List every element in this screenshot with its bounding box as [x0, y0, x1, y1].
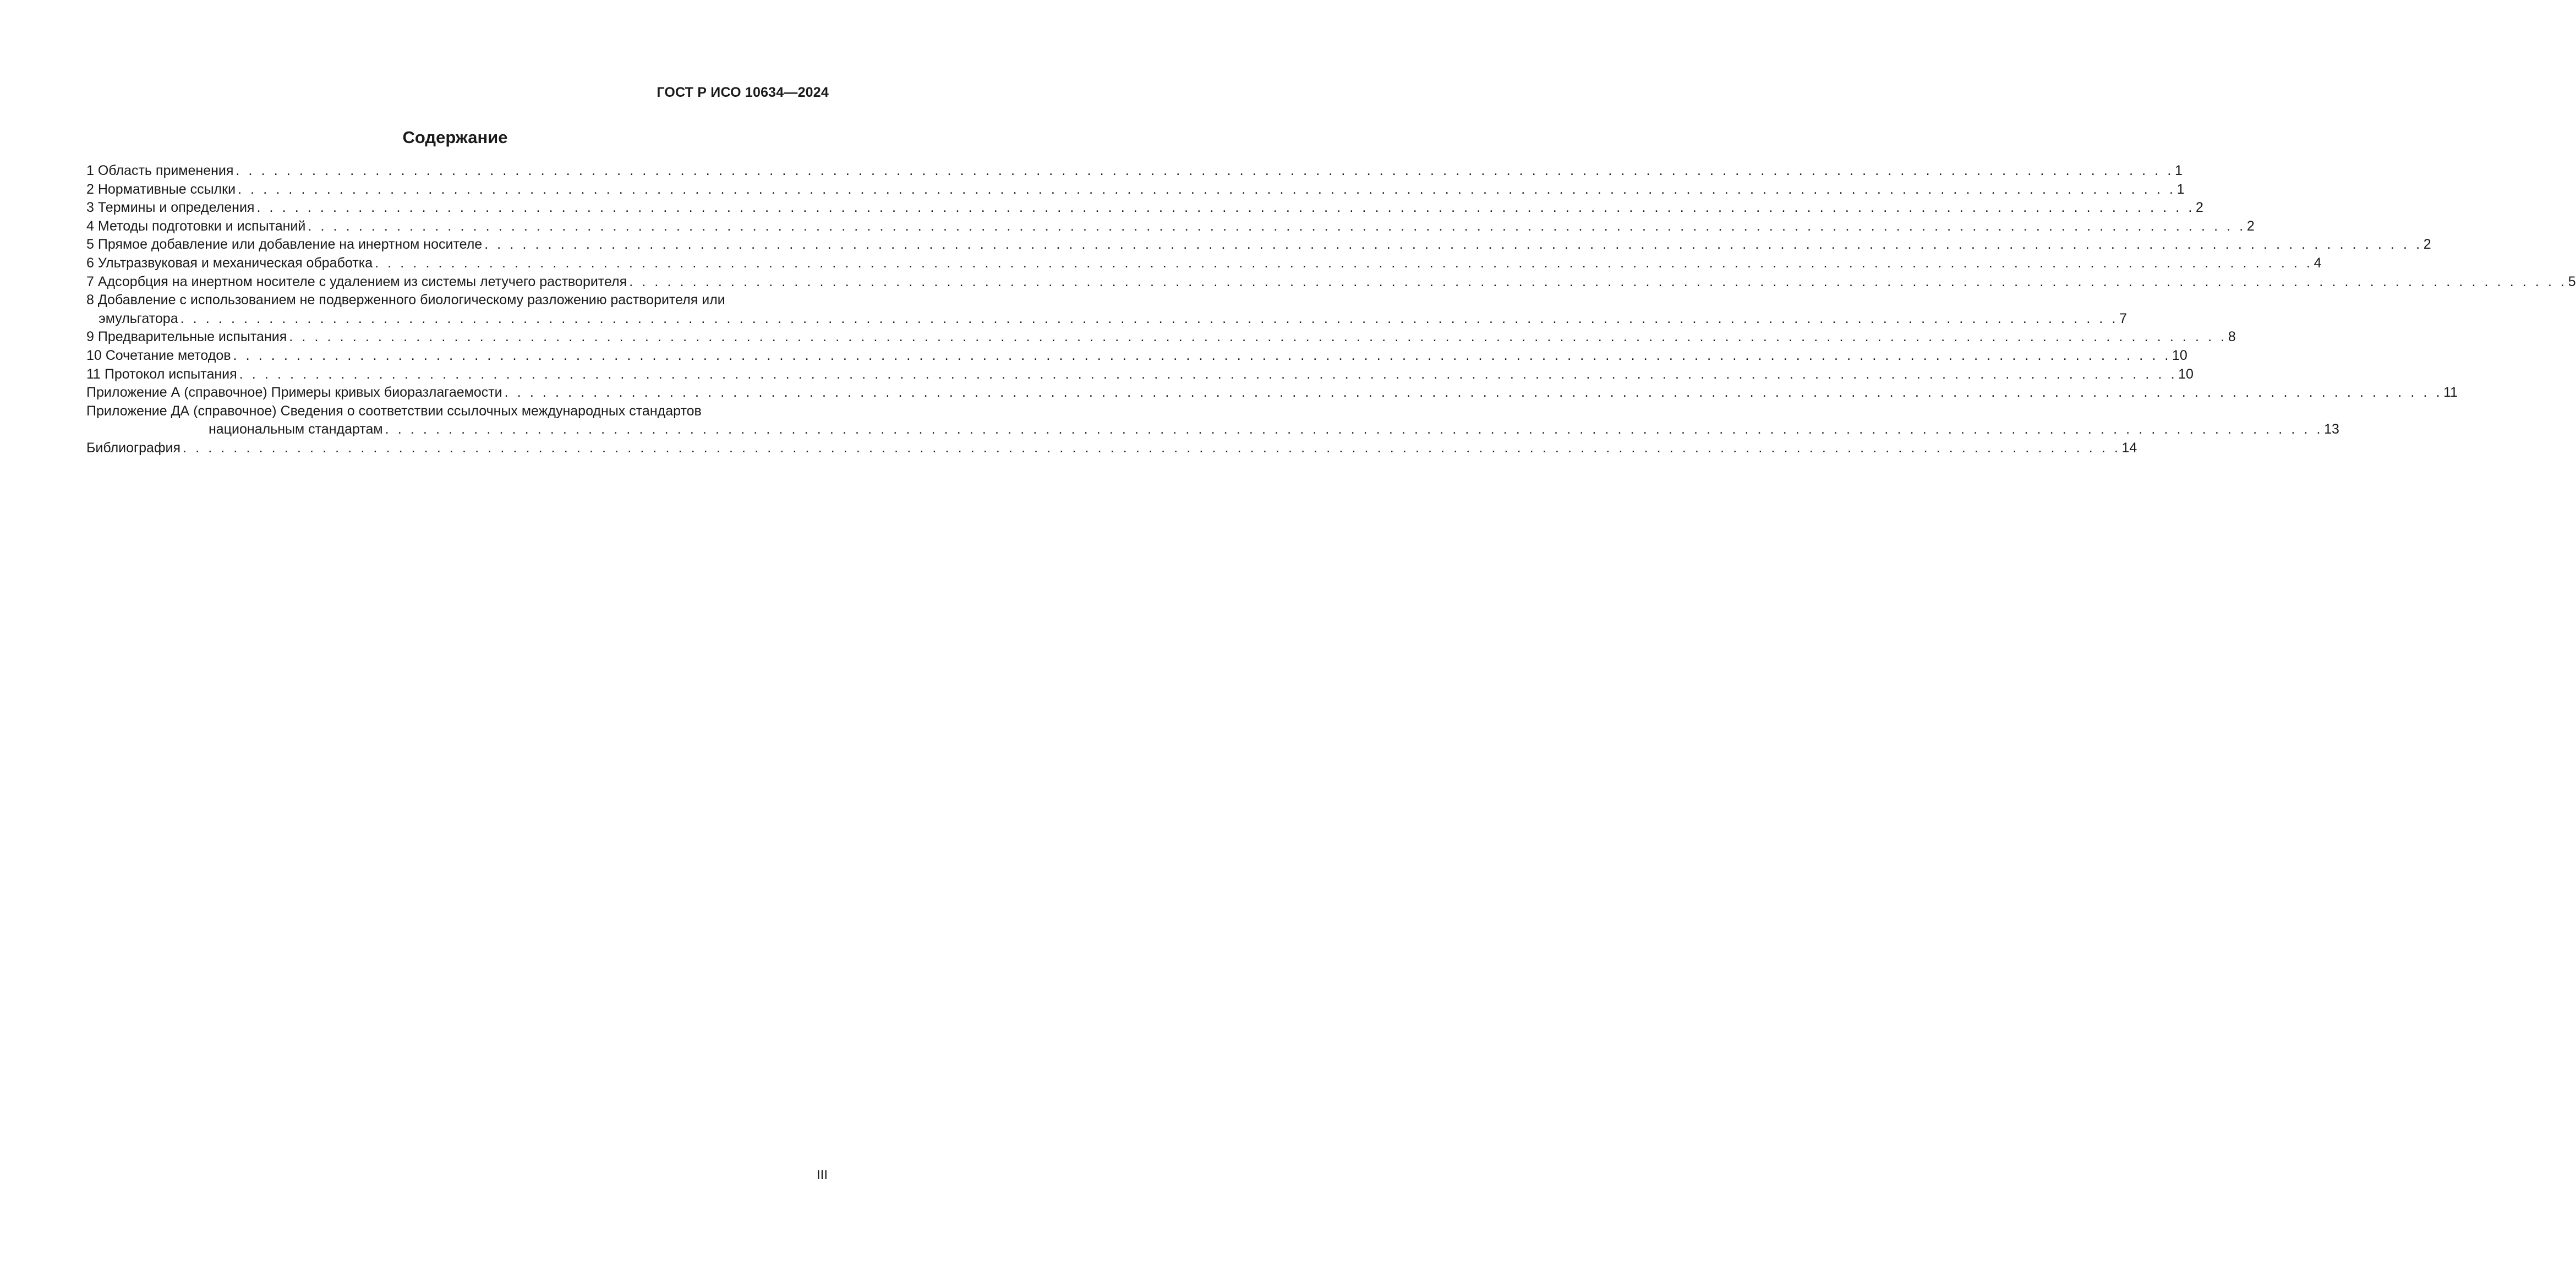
document-code: ГОСТ Р ИСО 10634—2024 [657, 85, 829, 100]
toc-entry-test-report[interactable] [86, 365, 2194, 384]
toc-entry-ultrasonic[interactable] [86, 254, 2322, 273]
toc-entry-text: 4 Методы подготовки и испытаний [86, 218, 306, 234]
toc-entry-text-line2: национальным стандартам [209, 421, 383, 437]
toc-title: Содержание [402, 128, 508, 147]
toc-entry-page: 4 [2314, 255, 2322, 271]
toc-entry-methods[interactable] [86, 217, 2255, 236]
toc-leader-dots: . . . . . . . . . . . . . . . . . . . . . . . . . . . . . . . . . . . . . . . . . . . . . . . . . . . . . . . . . . . . . . . . . . . . . . . . . . . . . . . . . . . . . . . . . . . . . . . . . . . . . . . . . . . . . . . . . . . . . . . . . . . . . . . . . . . . . . . . . . . . . . . . . . . . . . . . . [239, 366, 2178, 382]
toc-entry-text-line1: 8 Добавление с использованием не подверженного биологическому разложению растворителя или [86, 292, 725, 308]
table-of-contents [86, 162, 2576, 458]
toc-leader-dots: . . . . . . . . . . . . . . . . . . . . . . . . . . . . . . . . . . . . . . . . . . . . . . . . . . . . . . . . . . . . . . . . . . . . . . . . . . . . . . . . . . . . . . . . . . . . . . . . . . . . . . . . . . . . . . . . . . . . . . . . . . . . . . . . . . . . . . . . . . . . . . . . . . . . . . . . . [236, 163, 2174, 178]
toc-leader-dots: . . . . . . . . . . . . . . . . . . . . . . . . . . . . . . . . . . . . . . . . . . . . . . . . . . . . . . . . . . . . . . . . . . . . . . . . . . . . . . . . . . . . . . . . . . . . . . . . . . . . . . . . . . . . . . . . . . . . . . . . . . . . . . . . . . . . . . . . . . . . . . . . . . . . . . . . . [289, 329, 2227, 345]
toc-entry-page: 14 [2121, 440, 2137, 456]
toc-entry-page: 13 [2324, 421, 2339, 437]
toc-entry-page: 11 [2443, 385, 2458, 401]
toc-entry-annex-da[interactable] [86, 402, 2339, 439]
toc-entry-text: 9 Предварительные испытания [86, 329, 287, 345]
toc-entry-text-line2: эмульгатора [99, 310, 178, 326]
toc-entry-page: 2 [2196, 200, 2203, 216]
toc-leader-dots: . . . . . . . . . . . . . . . . . . . . . . . . . . . . . . . . . . . . . . . . . . . . . . . . . . . . . . . . . . . . . . . . . . . . . . . . . . . . . . . . . . . . . . . . . . . . . . . . . . . . . . . . . . . . . . . . . . . . . . . . . . . . . . . . . . . . . . . . . . . . . . . . . . . . . . . . . [385, 421, 2323, 437]
toc-entry-annex-a[interactable] [86, 384, 2458, 402]
toc-leader-dots: . . . . . . . . . . . . . . . . . . . . . . . . . . . . . . . . . . . . . . . . . . . . . . . . . . . . . . . . . . . . . . . . . . . . . . . . . . . . . . . . . . . . . . . . . . . . . . . . . . . . . . . . . . . . . . . . . . . . . . . . . . . . . . . . . . . . . . . . . . . . . . . . . . . . . . . . . [183, 440, 2121, 456]
toc-leader-dots: . . . . . . . . . . . . . . . . . . . . . . . . . . . . . . . . . . . . . . . . . . . . . . . . . . . . . . . . . . . . . . . . . . . . . . . . . . . . . . . . . . . . . . . . . . . . . . . . . . . . . . . . . . . . . . . . . . . . . . . . . . . . . . . . . . . . . . . . . . . . . . . . . . . . . . . . . [375, 255, 2313, 271]
toc-entry-text: 3 Термины и определения [86, 200, 255, 216]
toc-entry-page: 8 [2228, 329, 2236, 345]
toc-entry-text: Приложение А (справочное) Примеры кривых биоразлагаемости [86, 385, 502, 401]
toc-entry-page: 5 [2568, 273, 2576, 289]
toc-entry-direct-addition[interactable] [86, 236, 2431, 254]
toc-leader-dots: . . . . . . . . . . . . . . . . . . . . . . . . . . . . . . . . . . . . . . . . . . . . . . . . . . . . . . . . . . . . . . . . . . . . . . . . . . . . . . . . . . . . . . . . . . . . . . . . . . . . . . . . . . . . . . . . . . . . . . . . . . . . . . . . . . . . . . . . . . . . . . . . . . . . . . . . . [180, 310, 2119, 326]
toc-entry-page: 10 [2172, 347, 2187, 363]
toc-entry-text: Библиография [86, 440, 181, 456]
toc-entry-text: 10 Сочетание методов [86, 347, 231, 363]
toc-entry-text: 1 Область применения [86, 163, 234, 178]
toc-leader-dots: . . . . . . . . . . . . . . . . . . . . . . . . . . . . . . . . . . . . . . . . . . . . . . . . . . . . . . . . . . . . . . . . . . . . . . . . . . . . . . . . . . . . . . . . . . . . . . . . . . . . . . . . . . . . . . . . . . . . . . . . . . . . . . . . . . . . . . . . . . . . . . . . . . . . . . . . . [233, 347, 2171, 363]
toc-entry-solvent-emulsifier[interactable] [86, 291, 2127, 328]
toc-entry-page: 1 [2176, 181, 2185, 197]
toc-leader-dots: . . . . . . . . . . . . . . . . . . . . . . . . . . . . . . . . . . . . . . . . . . . . . . . . . . . . . . . . . . . . . . . . . . . . . . . . . . . . . . . . . . . . . . . . . . . . . . . . . . . . . . . . . . . . . . . . . . . . . . . . . . . . . . . . . . . . . . . . . . . . . . . . . . . . . . . . . [256, 200, 2195, 216]
toc-entry-text-line1: Приложение ДА (справочное) Сведения о соответствии ссылочных международных стандартов [86, 403, 702, 419]
toc-leader-dots: . . . . . . . . . . . . . . . . . . . . . . . . . . . . . . . . . . . . . . . . . . . . . . . . . . . . . . . . . . . . . . . . . . . . . . . . . . . . . . . . . . . . . . . . . . . . . . . . . . . . . . . . . . . . . . . . . . . . . . . . . . . . . . . . . . . . . . . . . . . . . . . . . . . . . . . . . [504, 385, 2443, 401]
toc-entry-normative-references[interactable] [86, 180, 2185, 199]
toc-leader-dots: . . . . . . . . . . . . . . . . . . . . . . . . . . . . . . . . . . . . . . . . . . . . . . . . . . . . . . . . . . . . . . . . . . . . . . . . . . . . . . . . . . . . . . . . . . . . . . . . . . . . . . . . . . . . . . . . . . . . . . . . . . . . . . . . . . . . . . . . . . . . . . . . . . . . . . . . . [238, 181, 2176, 197]
toc-leader-dots: . . . . . . . . . . . . . . . . . . . . . . . . . . . . . . . . . . . . . . . . . . . . . . . . . . . . . . . . . . . . . . . . . . . . . . . . . . . . . . . . . . . . . . . . . . . . . . . . . . . . . . . . . . . . . . . . . . . . . . . . . . . . . . . . . . . . . . . . . . . . . . . . . . . . . . . . . [308, 218, 2246, 234]
toc-entry-page: 10 [2178, 366, 2194, 382]
toc-entry-preliminary-tests[interactable] [86, 328, 2236, 347]
toc-entry-text: 6 Ультразвуковая и механическая обработка [86, 255, 373, 271]
toc-leader-dots: . . . . . . . . . . . . . . . . . . . . . . . . . . . . . . . . . . . . . . . . . . . . . . . . . . . . . . . . . . . . . . . . . . . . . . . . . . . . . . . . . . . . . . . . . . . . . . . . . . . . . . . . . . . . . . . . . . . . . . . . . . . . . . . . . . . . . . . . . . . . . . . . . . . . . . . . . [629, 273, 2567, 289]
toc-entry-page: 2 [2246, 218, 2255, 234]
toc-entry-page: 2 [2423, 237, 2431, 253]
page-number: III [816, 1168, 828, 1182]
toc-entry-bibliography[interactable] [86, 439, 2137, 458]
toc-entry-adsorption[interactable] [86, 273, 2576, 292]
toc-entry-text: 2 Нормативные ссылки [86, 181, 236, 197]
toc-entry-page: 1 [2174, 163, 2183, 178]
toc-entry-text: 5 Прямое добавление или добавление на инертном носителе [86, 237, 483, 253]
toc-entry-scope[interactable] [86, 162, 2183, 180]
toc-entry-terms[interactable] [86, 199, 2203, 217]
toc-leader-dots: . . . . . . . . . . . . . . . . . . . . . . . . . . . . . . . . . . . . . . . . . . . . . . . . . . . . . . . . . . . . . . . . . . . . . . . . . . . . . . . . . . . . . . . . . . . . . . . . . . . . . . . . . . . . . . . . . . . . . . . . . . . . . . . . . . . . . . . . . . . . . . . . . . . . . . . . . [484, 237, 2422, 253]
toc-entry-page: 7 [2119, 310, 2127, 326]
toc-entry-text: 7 Адсорбция на инертном носителе с удалением из системы летучего растворителя [86, 273, 627, 289]
toc-entry-text: 11 Протокол испытания [86, 366, 237, 382]
toc-entry-combination[interactable] [86, 347, 2187, 365]
